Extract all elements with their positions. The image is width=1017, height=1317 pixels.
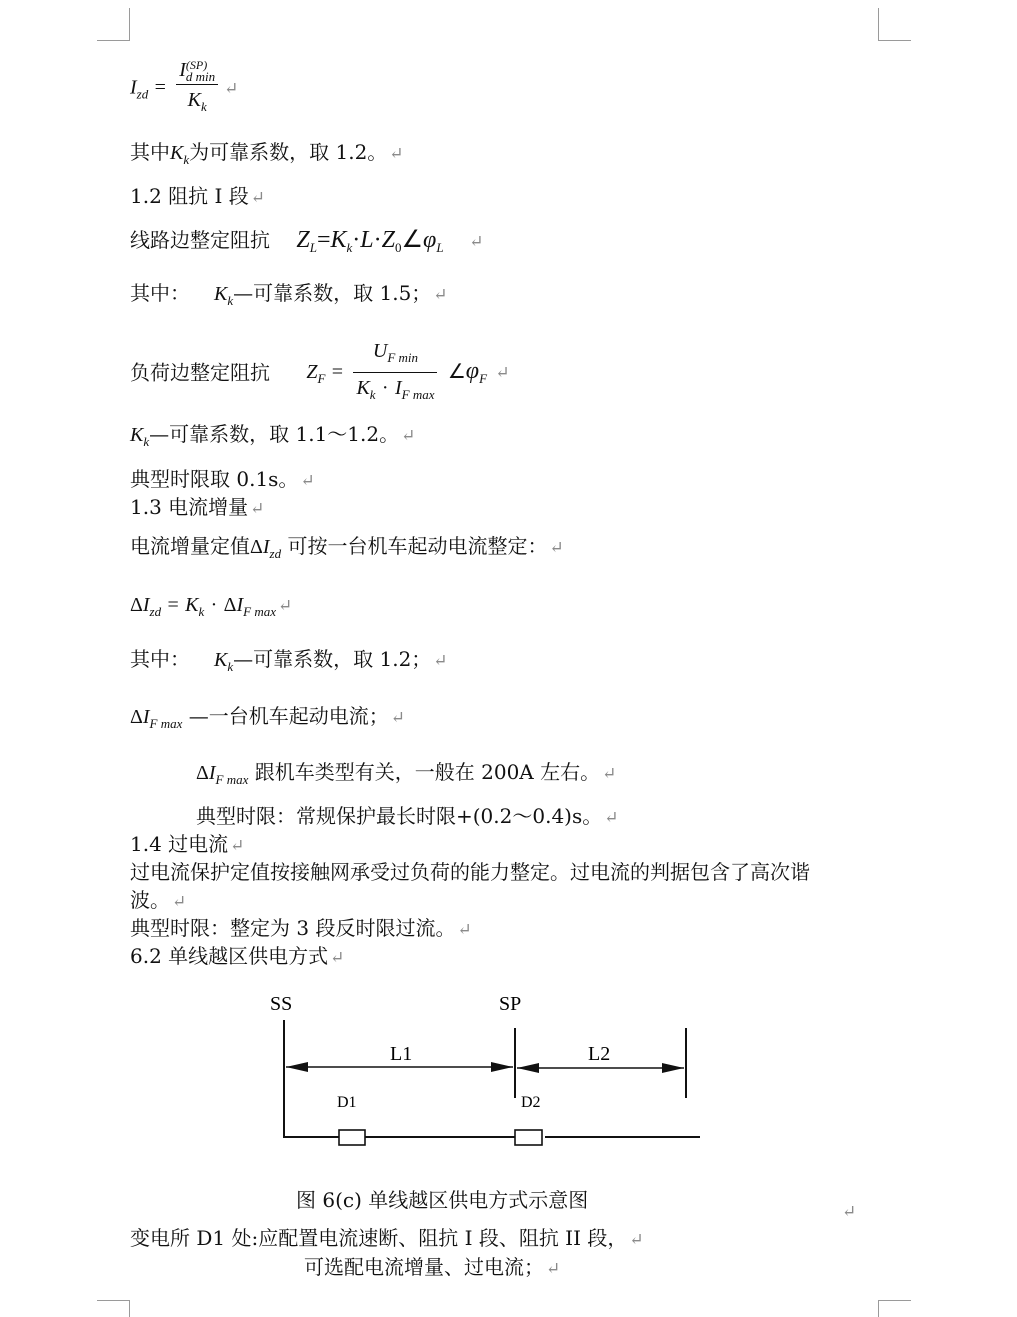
heading-text: 6.2 单线越区供电方式 <box>130 944 329 968</box>
return-mark: ↵ <box>278 596 293 616</box>
line-optional <box>304 1254 560 1282</box>
heading-text: 1.2 阻抗 I 段 <box>130 184 249 208</box>
formula-den-sub: k <box>200 99 207 114</box>
return-mark: ↵ <box>546 1259 561 1279</box>
formula-dot: · <box>373 227 382 253</box>
return-mark: ↵ <box>172 892 187 912</box>
formula-eq: = <box>331 361 344 383</box>
formula-sub: F max <box>243 604 277 619</box>
heading-text: 1.3 电流增量 <box>130 495 249 519</box>
formula-var: I <box>262 536 270 558</box>
formula-var: K <box>330 227 347 253</box>
text: 负荷边整定阻抗 <box>130 360 270 385</box>
text: 波。 <box>130 888 170 912</box>
formula-dot: · <box>210 594 218 616</box>
formula-delta: Δ <box>250 536 263 558</box>
text: —可靠系数，取 1.1～1.2。 <box>149 422 400 446</box>
formula-sub: k <box>227 293 234 308</box>
formula-angle: ∠ <box>447 361 466 383</box>
label-d1: D1 <box>337 1094 357 1111</box>
breaker-d1 <box>339 1130 365 1145</box>
formula-delta-sign: Δ <box>196 762 209 784</box>
text: 其中： <box>130 281 190 305</box>
formula-sub: k <box>143 434 150 449</box>
return-mark: ↵ <box>389 144 404 164</box>
return-mark: ↵ <box>629 1230 644 1250</box>
return-mark: ↵ <box>842 1202 857 1222</box>
return-mark: ↵ <box>495 362 510 383</box>
return-mark: ↵ <box>549 538 564 558</box>
formula-sub: zd <box>149 604 162 619</box>
formula-delta-sign: Δ <box>130 706 143 728</box>
formula-sub: F max <box>401 387 435 402</box>
formula-var: K <box>356 377 370 399</box>
formula-var: Z <box>306 361 318 383</box>
formula-var: K <box>170 142 184 164</box>
text: —可靠系数，取 1.5； <box>233 281 432 305</box>
formula-var: K <box>214 649 228 671</box>
return-mark: ↵ <box>604 808 619 828</box>
formula-den-var: K <box>187 89 201 111</box>
formula-num-sup: (SP) <box>185 57 208 72</box>
return-mark: ↵ <box>390 708 406 728</box>
formula-dot: · <box>352 227 361 253</box>
heading-text: 1.4 过电流 <box>130 832 229 856</box>
text: —一台机车起动电流； <box>188 704 389 728</box>
formula-sub: F max <box>215 772 249 787</box>
text: 线路边整定阻抗 <box>130 228 270 252</box>
return-mark: ↵ <box>250 499 265 519</box>
formula-sub: F <box>317 371 326 386</box>
formula-var: Z <box>296 227 310 253</box>
text: 可选配电流增量、过电流； <box>304 1255 544 1279</box>
formula-var: I <box>142 706 150 728</box>
return-mark: ↵ <box>401 426 416 446</box>
return-mark: ↵ <box>224 78 239 99</box>
text: 典型时限：整定为 3 段反时限过流。 <box>130 916 456 940</box>
formula-var: I <box>236 594 244 616</box>
formula-delta-sign: Δ <box>223 594 237 616</box>
formula-dot: · <box>381 377 389 399</box>
breaker-d2 <box>515 1130 542 1145</box>
text: 电流增量定值 <box>130 534 250 558</box>
formula-num-var: I <box>179 59 186 81</box>
formula-var: L <box>360 227 374 253</box>
formula-sub: F min <box>387 350 419 365</box>
formula-eq: = <box>316 227 331 253</box>
caption-text: 图 6(c) 单线越区供电方式示意图 <box>296 1188 589 1212</box>
return-mark: ↵ <box>230 836 245 856</box>
formula-sub: k <box>369 387 376 402</box>
formula-var: K <box>214 283 228 305</box>
return-mark: ↵ <box>457 920 472 940</box>
figure-caption <box>296 1187 588 1213</box>
text: 典型时限取 0.1s。 <box>130 467 299 491</box>
return-mark: ↵ <box>330 948 345 968</box>
formula-sub: k <box>198 604 205 619</box>
text: 典型时限：常规保护最长时限+(0.2～0.4)s。 <box>196 804 603 828</box>
formula-sub: zd <box>136 86 149 102</box>
formula-sub: 0 <box>395 240 402 255</box>
text: 其中 <box>130 140 170 164</box>
return-mark: ↵ <box>469 232 484 252</box>
return-mark: ↵ <box>433 651 448 671</box>
label-l1: L1 <box>390 1043 413 1065</box>
formula-var: φ <box>465 358 480 384</box>
formula-var: φ <box>423 227 437 253</box>
label-sp: SP <box>499 993 522 1015</box>
formula-sub: k <box>346 240 353 255</box>
formula-sub: L <box>436 240 444 255</box>
text: 过电流保护定值按接触网承受过负荷的能力整定。过电流的判据包含了高次谐 <box>130 860 810 884</box>
formula-var: I <box>130 76 137 99</box>
text: 变电所 D1 处:应配置电流速断、阻抗 I 段、阻抗 II 段， <box>130 1226 628 1250</box>
formula-sub: F max <box>149 716 183 731</box>
formula-var: I <box>394 377 402 399</box>
return-mark: ↵ <box>433 285 448 305</box>
line-d1-config <box>130 1225 644 1253</box>
formula-var: Z <box>381 227 396 253</box>
return-mark: ↵ <box>300 471 315 491</box>
formula-var: K <box>130 424 144 446</box>
formula-sub: F <box>479 371 488 386</box>
text: —可靠系数，取 1.2； <box>233 647 432 671</box>
text: 可按一台机车起动电流整定： <box>287 534 548 558</box>
caption-return <box>840 1197 856 1225</box>
label-d2: D2 <box>521 1094 541 1111</box>
label-ss: SS <box>270 993 293 1015</box>
label-l2: L2 <box>588 1043 611 1065</box>
return-mark: ↵ <box>250 188 266 208</box>
formula-var: U <box>372 340 388 362</box>
formula-angle: ∠ <box>401 227 424 253</box>
text: 其中： <box>130 647 190 671</box>
formula-var: K <box>185 594 199 616</box>
formula-eq: = <box>167 594 179 616</box>
formula-num-sub: d min <box>185 68 216 84</box>
formula-sub: zd <box>269 546 282 561</box>
formula-var: I <box>142 594 150 616</box>
text: 为可靠系数，取 1.2。 <box>189 140 388 164</box>
formula-sub: k <box>183 152 190 167</box>
text: 跟机车类型有关，一般在 200A 左右。 <box>254 760 601 784</box>
formula-sub: k <box>227 659 234 674</box>
return-mark: ↵ <box>602 764 617 784</box>
formula-var: I <box>208 762 216 784</box>
formula-eq: = <box>154 76 166 99</box>
formula-sub: L <box>309 240 317 255</box>
formula-delta-sign: Δ <box>130 594 143 616</box>
